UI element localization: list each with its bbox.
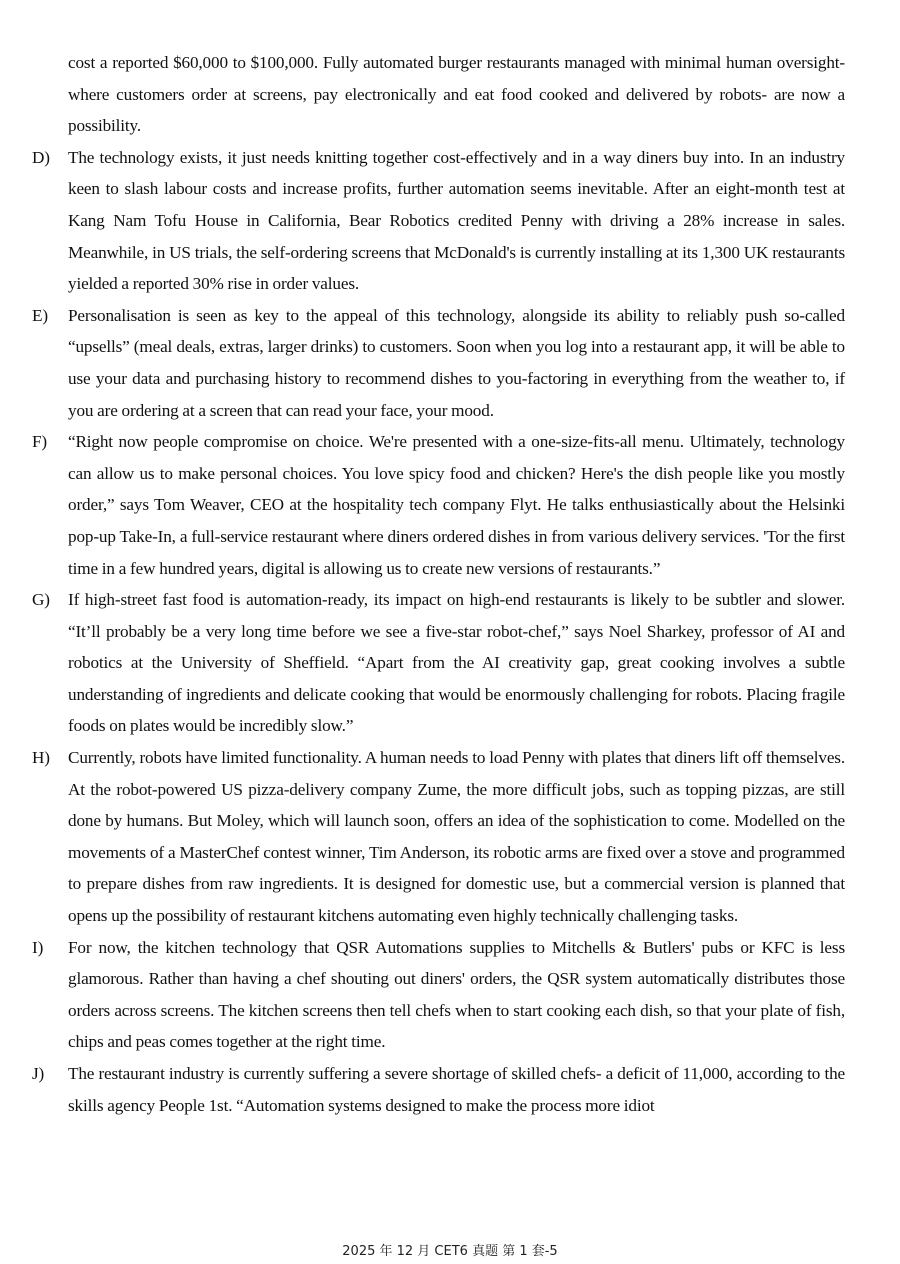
- paragraph-label: I): [32, 937, 44, 957]
- paragraph-text: “Right now people compromise on choice. We're presented with a one-size-fits-all menu. Ultimately, technology can allow us to make personal choices. You love spicy food and chicken? Here's the dish people like you mostly order,” says Tom Weaver, CEO at the hospitality tech company Flyt. He talks enthusiastically about the Helsinki pop-up Take-In, a full-service restaurant where diners ordered dishes in from various delivery services. 'Tor the first time in a few hundred years, digital is allowing us to create new versions of restaurants.”: [68, 432, 845, 578]
- paragraph-h: [0, 742, 845, 932]
- paragraph-j: [0, 1058, 845, 1121]
- paragraph-g: [0, 584, 845, 742]
- paragraph-text: Personalisation is seen as key to the appeal of this technology, alongside its ability to reliably push so-called “upsells” (meal deals, extras, larger drinks) to customers. Soon when you log into a restaurant app, it will be able to use your data and purchasing history to recommend dishes to you-factoring in everything from the weather to, if you are ordering at a screen that can read your face, your mood.: [68, 305, 845, 420]
- paragraph-text: If high-street fast food is automation-ready, its impact on high-end restaurants is likely to be subtler and slower. “It’ll probably be a very long time before we see a five-star robot-chef,” says Noel Sharkey, professor of AI and robotics at the University of Sheffield. “Apart from the AI creativity gap, great cooking involves a subtle understanding of ingredients and delicate cooking that would be enormously challenging for robots. Placing fragile foods on plates would be incredibly slow.”: [68, 590, 845, 736]
- paragraph-label: J): [32, 1064, 45, 1083]
- paragraph-label: D): [32, 147, 50, 167]
- document-page: [0, 47, 900, 1121]
- paragraph-text: The restaurant industry is currently suffering a severe shortage of skilled chefs- a deficit of 11,000, according to the skills agency People 1st. “Automation systems designed to make the process more idiot: [68, 1064, 845, 1115]
- paragraph-label: H): [32, 748, 50, 768]
- paragraph-label: G): [32, 590, 50, 610]
- paragraph-text: The technology exists, it just needs knitting together cost-effectively and in a way diners buy into. In an industry keen to slash labour costs and increase profits, further automation seems inevitable. After an eight-month test at Kang Nam Tofu House in California, Bear Robotics credited Penny with driving a 28% increase in sales. Meanwhile, in US trials, the self-ordering screens that McDonald's is currently installing at its 1,300 UK restaurants yielded a reported 30% rise in order values.: [68, 147, 845, 294]
- paragraph-text: cost a reported $60,000 to $100,000. Fully automated burger restaurants managed with minimal human oversight- where customers order at screens, pay electronically and eat food cooked and delivered by robots- are now a possibility.: [68, 53, 845, 136]
- paragraph-e: [0, 300, 845, 426]
- paragraph-f: [0, 426, 845, 584]
- paragraph-continued: [0, 47, 845, 142]
- paragraph-text: Currently, robots have limited functionality. A human needs to load Penny with plates that diners lift off themselves. At the robot-powered US pizza-delivery company Zume, the more difficult jobs, such as topping pizzas, are still done by humans. But Moley, which will launch soon, offers an idea of the sophistication to come. Modelled on the movements of a MasterChef contest winner, Tim Anderson, its robotic arms are fixed over a stove and programmed to prepare dishes from raw ingredients. It is designed for domestic use, but a commercial version is planned that opens up the possibility of restaurant kitchens automating even highly technically challenging tasks.: [68, 748, 845, 926]
- paragraph-label: E): [32, 305, 48, 325]
- paragraph-label: F): [32, 432, 47, 452]
- paragraph-text: For now, the kitchen technology that QSR Automations supplies to Mitchells & Butlers' pubs or KFC is less glamorous. Rather than having a chef shouting out diners' orders, the QSR system automatically distributes those orders across screens. The kitchen screens then tell chefs when to start cooking each dish, so that your plate of fish, chips and peas comes together at the right time.: [68, 937, 845, 1052]
- paragraph-d: [0, 142, 845, 300]
- paragraph-i: [0, 932, 845, 1058]
- page-footer: 2025 年 12 月 CET6 真题 第 1 套-5: [342, 1244, 558, 1259]
